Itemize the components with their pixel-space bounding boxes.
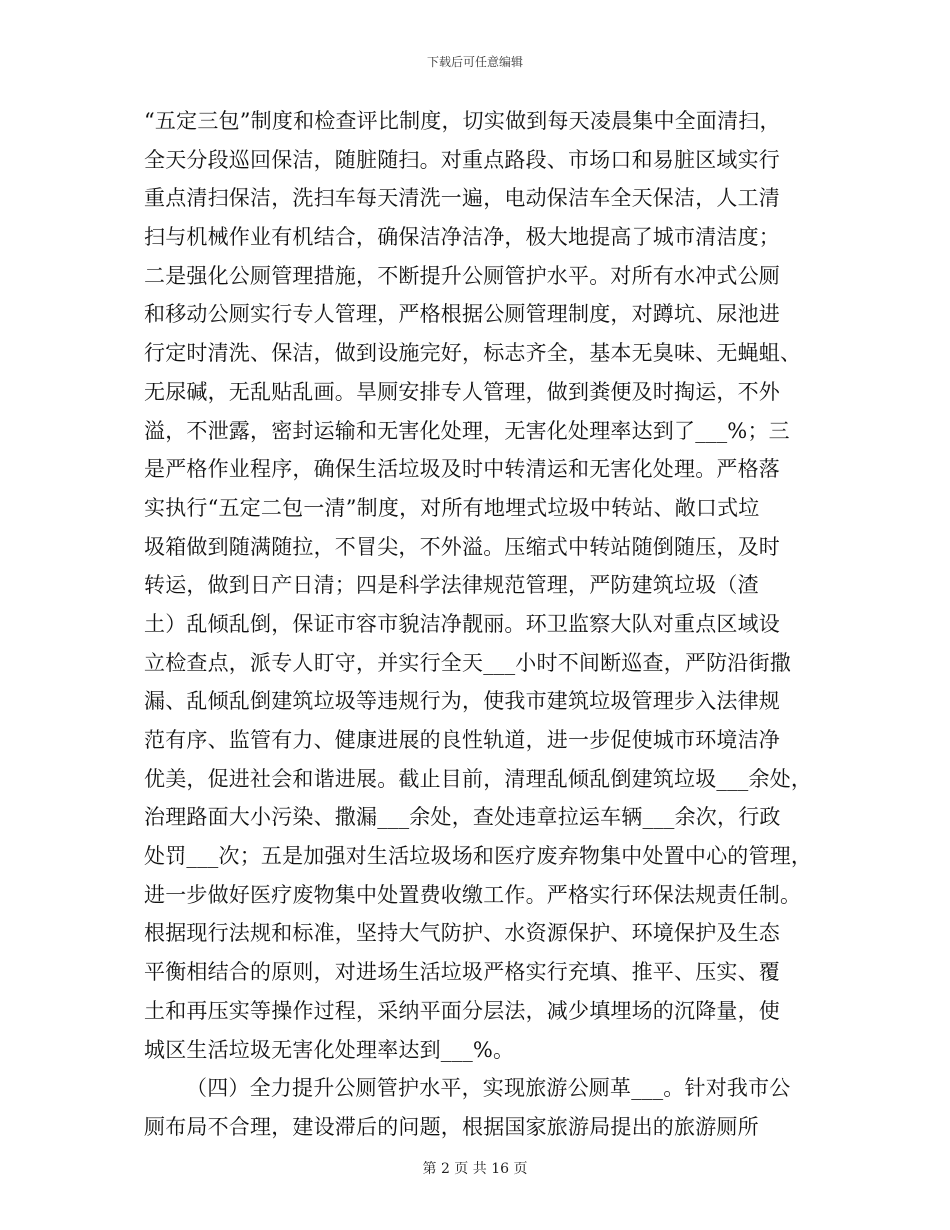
text-line: 二是强化公厕管理措施，不断提升公厕管护水平。对所有水冲式公厕 (144, 263, 780, 288)
text-line: 是严格作业程序，确保生活垃圾及时中转清运和无害化处理。严格落 (144, 457, 780, 482)
page-number: 第 2 页 共 16 页 (422, 1161, 528, 1177)
text-line: 溢，不泄露，密封运输和无害化处理，无害化处理率达到了___%；三 (144, 418, 790, 443)
text-line: 城区生活垃圾无害化处理率达到___%。 (144, 1037, 515, 1062)
text-line: 行定时清洗、保洁，做到设施完好，标志齐全，基本无臭味、无蝇蛆、 (144, 341, 802, 366)
text-line: 进一步做好医疗废物集中处置费收缴工作。严格实行环保法规责任制。 (144, 882, 802, 907)
text-line: 处罚___次；五是加强对生活垃圾场和医疗废弃物集中处置中心的管理， (144, 844, 813, 869)
text-line: 平衡相结合的原则，对进场生活垃圾严格实行充填、推平、压实、覆 (144, 960, 780, 985)
text-line: 优美，促进社会和谐进展。截止目前，清理乱倾乱倒建筑垃圾___余处， (144, 766, 813, 791)
text-line: 漏、乱倾乱倒建筑垃圾等违规行为，使我市建筑垃圾管理步入法律规 (144, 689, 780, 714)
page-header: 下载后可任意编辑 (426, 55, 523, 69)
text-line: 实执行“五定二包一清”制度，对所有地埋式垃圾中转站、敞口式垃 (144, 495, 760, 520)
text-line: 扫与机械作业有机结合，确保洁净洁净，极大地提高了城市清洁度； (144, 225, 780, 250)
text-line: 厕布局不合理，建设滞后的问题，根据国家旅游局提出的旅游厕所 (144, 1114, 759, 1139)
section-heading-line: （四）全力提升公厕管护水平，实现旅游公厕革___。针对我市公 (186, 1076, 791, 1101)
text-line: 无尿碱，无乱贴乱画。旱厕安排专人管理，做到粪便及时掏运，不外 (144, 379, 780, 404)
text-line: 圾箱做到随满随拉，不冒尖，不外溢。压缩式中转站随倒随压，及时 (144, 534, 780, 559)
text-line: 转运，做到日产日清；四是科学法律规范管理，严防建筑垃圾（渣 (144, 573, 759, 598)
text-line: 土）乱倾乱倒，保证市容市貌洁净靓丽。环卫监察大队对重点区域设 (144, 611, 780, 636)
text-line: 土和再压实等操作过程，采纳平面分层法，减少填埋场的沉降量，使 (144, 998, 780, 1023)
text-line: 立检查点，派专人盯守，并实行全天___小时不间断巡查，严防沿街撒 (144, 650, 791, 675)
text-line: 治理路面大小污染、撒漏___余处，查处违章拉运车辆___余次，行政 (144, 805, 781, 830)
text-line: “五定三包”制度和检查评比制度，切实做到每天凌晨集中全面清扫， (144, 109, 781, 133)
text-line: 全天分段巡回保洁，随脏随扫。对重点路段、市场口和易脏区域实行 (144, 147, 780, 172)
text-line: 重点清扫保洁，洗扫车每天清洗一遍，电动保洁车全天保洁，人工清 (144, 186, 780, 211)
text-line: 范有序、监管有力、健康进展的良性轨道，进一步促使城市环境洁净 (144, 728, 780, 752)
text-line: 和移动公厕实行专人管理，严格根据公厕管理制度，对蹲坑、尿池进 (144, 302, 780, 327)
document-body (144, 102, 824, 1147)
text-line: 根据现行法规和标准，坚持大气防护、水资源保护、环境保护及生态 (144, 921, 780, 946)
